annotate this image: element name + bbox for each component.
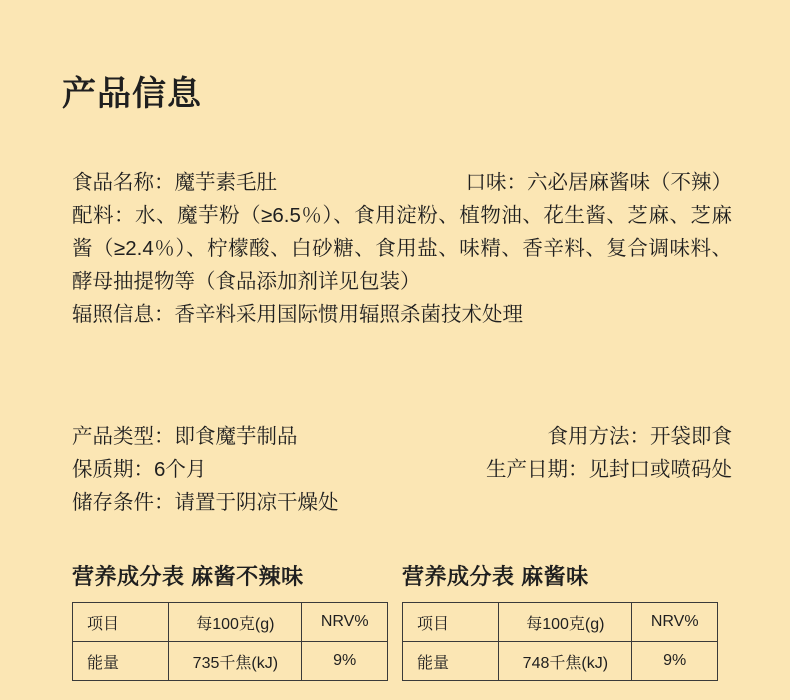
details-block xyxy=(72,420,732,519)
cell-nrv: 9% xyxy=(632,642,718,681)
cell-value: 748千焦(kJ) xyxy=(499,642,632,681)
nutrition-title-2: 营养成分表 麻酱味 xyxy=(402,564,589,589)
header-per100g: 每100克(g) xyxy=(499,603,632,642)
cell-item: 能量 xyxy=(73,642,169,681)
storage-condition: 储存条件：请置于阴凉干燥处 xyxy=(72,491,339,514)
production-date: 生产日期：见封口或喷码处 xyxy=(486,458,732,481)
page-title: 产品信息 xyxy=(62,75,202,113)
header-item: 项目 xyxy=(73,603,169,642)
nutrition-grid-2 xyxy=(402,602,718,681)
cell-item: 能量 xyxy=(403,642,499,681)
cell-value: 735千焦(kJ) xyxy=(169,642,302,681)
table-header-row xyxy=(73,603,388,642)
nutrition-table-2 xyxy=(402,560,722,681)
cell-nrv: 9% xyxy=(302,642,388,681)
table-header-row xyxy=(403,603,718,642)
ingredients: 配料：水、魔芋粉（≥6.5％）、食用淀粉、植物油、花生酱、芝麻、芝麻酱（≥2.4％）、柠檬酸、白砂糖、食用盐、味精、香辛料、复合调味料、酵母抽提物等（食品添加剂详见包装） xyxy=(72,204,732,293)
header-item: 项目 xyxy=(403,603,499,642)
table-row xyxy=(403,642,718,681)
nutrition-table-1 xyxy=(72,560,392,681)
shelflife-date-row xyxy=(72,453,732,486)
header-per100g: 每100克(g) xyxy=(169,603,302,642)
basic-info-block xyxy=(72,166,732,331)
eating-method: 食用方法：开袋即食 xyxy=(547,425,732,448)
irradiation-info: 辐照信息：香辛料采用国际惯用辐照杀菌技术处理 xyxy=(72,303,523,326)
header-nrv: NRV% xyxy=(302,603,388,642)
name-flavor-row xyxy=(72,166,732,199)
nutrition-title-1: 营养成分表 麻酱不辣味 xyxy=(72,564,304,589)
header-nrv: NRV% xyxy=(632,603,718,642)
table-row xyxy=(73,642,388,681)
food-name: 食品名称：魔芋素毛肚 xyxy=(72,171,277,194)
nutrition-grid-1 xyxy=(72,602,388,681)
flavor: 口味：六必居麻酱味（不辣） xyxy=(465,171,732,194)
type-method-row xyxy=(72,420,732,453)
product-type: 产品类型：即食魔芋制品 xyxy=(72,425,298,448)
shelf-life: 保质期：6个月 xyxy=(72,458,207,481)
